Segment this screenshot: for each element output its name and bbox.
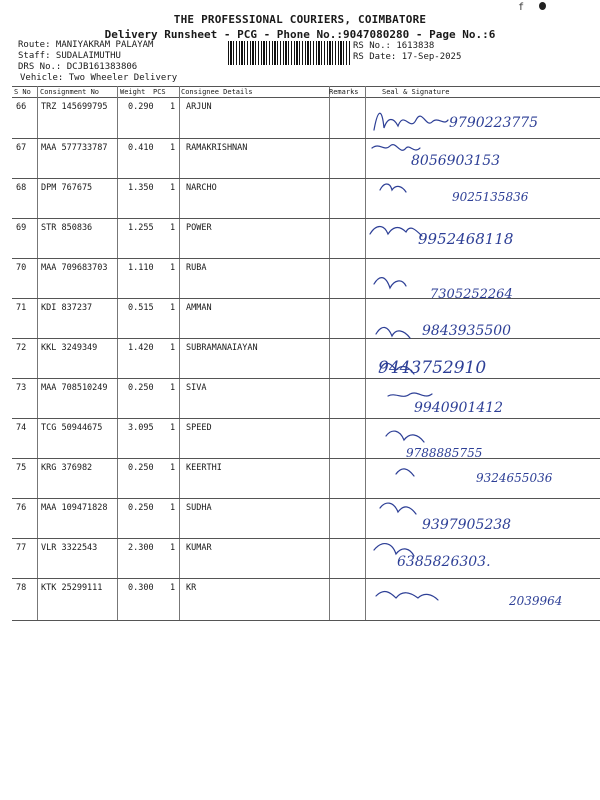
row-weight: 0.515 — [128, 303, 154, 313]
route-label: Route: MANIYAKRAM PALAYAM — [18, 40, 154, 50]
row-consignment-no: TCG 50944675 — [41, 423, 103, 433]
corner-mark: f — [518, 2, 525, 13]
row-sno: 70 — [16, 263, 27, 273]
signature-phone: 9940901412 — [414, 400, 504, 416]
table-top-rule — [12, 86, 600, 87]
column-header-seal: Seal & Signature — [382, 88, 450, 96]
row-sno: 72 — [16, 343, 27, 353]
row-consignee: RAMAKRISHNAN — [186, 143, 248, 153]
row-consignee: ARJUN — [186, 102, 212, 112]
document-title: THE PROFESSIONAL COURIERS, COIMBATORE — [173, 13, 427, 26]
row-consignment-no: VLR 3322543 — [41, 543, 98, 553]
row-pcs: 1 — [170, 223, 176, 233]
signature-phone: 9324655036 — [476, 471, 553, 485]
column-divider — [117, 86, 118, 621]
signature-phone: 6385826303. — [397, 554, 491, 570]
row-sno: 78 — [16, 583, 27, 593]
rs-number: RS No.: 1613838 — [353, 41, 435, 51]
row-sno: 71 — [16, 303, 27, 313]
row-sno: 69 — [16, 223, 27, 233]
row-consignment-no: KKL 3249349 — [41, 343, 98, 353]
row-pcs: 1 — [170, 543, 176, 553]
row-sno: 76 — [16, 503, 27, 513]
row-consignment-no: MAA 708510249 — [41, 383, 108, 393]
row-pcs: 1 — [170, 263, 176, 273]
row-pcs: 1 — [170, 343, 176, 353]
row-pcs: 1 — [170, 423, 176, 433]
signature-phone: 7305252264 — [430, 287, 513, 302]
signature-phone: 9025135836 — [452, 190, 529, 204]
row-consignment-no: KDI 837237 — [41, 303, 93, 313]
signature-phone: 9443752910 — [378, 358, 487, 378]
row-consignment-no: MAA 577733787 — [41, 143, 108, 153]
row-consignment-no: KTK 25299111 — [41, 583, 103, 593]
column-header-weight: Weight — [120, 88, 146, 96]
row-weight: 1.255 — [128, 223, 154, 233]
row-weight: 1.110 — [128, 263, 154, 273]
row-pcs: 1 — [170, 183, 176, 193]
signature-phone: 9952468118 — [418, 230, 514, 248]
signature-phone: 9788885755 — [406, 446, 483, 460]
vehicle-label: Vehicle: Two Wheeler Delivery — [20, 73, 178, 83]
staff-label: Staff: SUDALAIMUTHU — [18, 51, 121, 61]
signature-phone: 8056903153 — [411, 153, 501, 169]
signature-phone: 2039964 — [509, 594, 563, 608]
row-consignment-no: KRG 376982 — [41, 463, 93, 473]
row-sno: 74 — [16, 423, 27, 433]
column-header-consignment: Consignment No — [40, 88, 100, 96]
row-consignee: RUBA — [186, 263, 207, 273]
row-weight: 0.250 — [128, 463, 154, 473]
row-sno: 68 — [16, 183, 27, 193]
row-pcs: 1 — [170, 383, 176, 393]
row-pcs: 1 — [170, 143, 176, 153]
row-pcs: 1 — [170, 503, 176, 513]
row-consignee: KEERTHI — [186, 463, 222, 473]
row-weight: 0.410 — [128, 143, 154, 153]
row-weight: 0.290 — [128, 102, 154, 112]
column-header-sno: S No — [14, 88, 31, 96]
column-divider — [179, 86, 180, 621]
document-subtitle: Delivery Runsheet - PCG - Phone No.:9047080280 - Page No.:6 — [104, 28, 496, 41]
row-weight: 0.300 — [128, 583, 154, 593]
column-header-remarks: Remarks — [329, 88, 359, 96]
row-sno: 67 — [16, 143, 27, 153]
row-consignee: SUDHA — [186, 503, 212, 513]
handwritten-signatures — [366, 98, 598, 618]
column-header-consignee: Consignee Details — [181, 88, 253, 96]
rs-date: RS Date: 17-Sep-2025 — [353, 52, 462, 62]
row-consignment-no: MAA 709683703 — [41, 263, 108, 273]
row-weight: 2.300 — [128, 543, 154, 553]
table-bottom-rule — [12, 620, 600, 621]
row-consignee: SUBRAMANAIAYAN — [186, 343, 258, 353]
row-weight: 0.250 — [128, 383, 154, 393]
row-consignee: SPEED — [186, 423, 212, 433]
row-weight: 1.420 — [128, 343, 154, 353]
row-consignee: NARCHO — [186, 183, 217, 193]
row-consignment-no: MAA 109471828 — [41, 503, 108, 513]
row-weight: 1.350 — [128, 183, 154, 193]
row-consignee: AMMAN — [186, 303, 212, 313]
column-divider — [37, 86, 38, 621]
signature-phone: 9397905238 — [422, 517, 512, 533]
row-consignee: POWER — [186, 223, 212, 233]
column-divider — [329, 86, 330, 621]
row-sno: 73 — [16, 383, 27, 393]
row-weight: 3.095 — [128, 423, 154, 433]
row-consignment-no: STR 850836 — [41, 223, 93, 233]
signature-phone: 9790223775 — [449, 115, 539, 131]
drs-label: DRS No.: DCJB161383806 — [18, 62, 138, 72]
row-consignee: KUMAR — [186, 543, 212, 553]
row-pcs: 1 — [170, 102, 176, 112]
row-pcs: 1 — [170, 463, 176, 473]
row-sno: 77 — [16, 543, 27, 553]
row-pcs: 1 — [170, 583, 176, 593]
row-consignment-no: TRZ 145699795 — [41, 102, 108, 112]
row-consignee: SIVA — [186, 383, 207, 393]
column-header-pcs: PCS — [153, 88, 166, 96]
row-weight: 0.250 — [128, 503, 154, 513]
corner-dot-icon — [539, 2, 546, 10]
row-consignment-no: DPM 767675 — [41, 183, 93, 193]
row-pcs: 1 — [170, 303, 176, 313]
row-sno: 75 — [16, 463, 27, 473]
row-sno: 66 — [16, 102, 27, 112]
signature-phone: 9843935500 — [422, 323, 512, 339]
row-consignee: KR — [186, 583, 197, 593]
barcode — [228, 41, 350, 65]
